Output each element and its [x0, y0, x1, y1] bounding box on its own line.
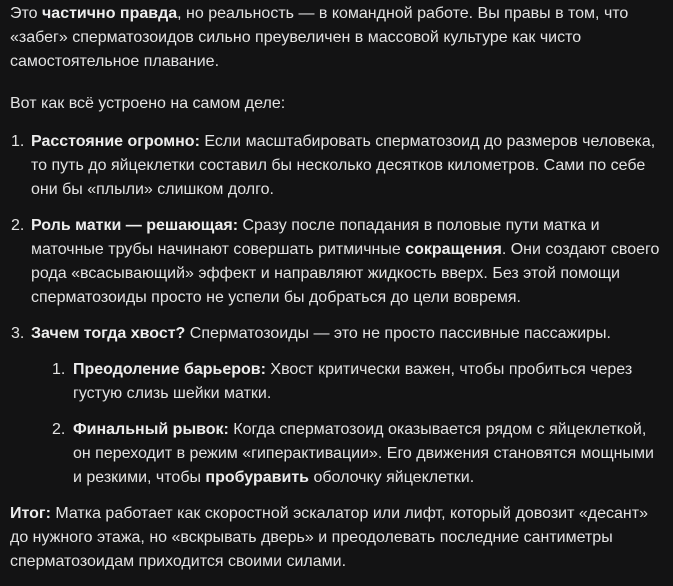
lead-paragraph: Вот как всё устроено на самом деле:	[10, 95, 286, 112]
summary-paragraph	[10, 502, 663, 574]
summary-text: Матка работает как скоростной эскалатор или лифт, который довозит «десант» до нужного этажа, но «вскрывать дверь» и преодолевать последние сантиметры сперматозоидам приходится своими силами.	[10, 505, 648, 570]
sub-list-item-title: Финальный рывок:	[73, 421, 229, 438]
sub-list-number: 1.	[52, 361, 66, 378]
summary-title: Итог:	[10, 505, 51, 522]
sub-list-item-bold: пробуравить	[205, 469, 310, 486]
list-item	[10, 130, 663, 202]
list-item-text: Сразу после попадания в половые пути матка и маточные трубы начинают совершать ритмичные	[31, 217, 600, 258]
list-item-title: Расстояние огромно:	[31, 133, 200, 150]
list-item	[10, 322, 663, 490]
list-number: 1.	[11, 133, 25, 150]
main-list	[10, 130, 663, 490]
sub-list-item	[52, 358, 663, 406]
intro-bold: частично правда	[42, 5, 178, 22]
list-item	[10, 214, 663, 310]
sub-list-item-title: Преодоление барьеров:	[73, 361, 266, 378]
list-item-title: Роль матки — решающая:	[31, 217, 239, 234]
list-item-text: Сперматозоиды — это не просто пассивные пассажиры.	[185, 325, 611, 342]
sub-list-item-text: Когда сперматозоид оказывается рядом с яйцеклеткой, он переходит в режим «гиперактивации». Его движения становятся мощными и резкими, чтобы	[73, 421, 654, 486]
intro-paragraph	[10, 2, 663, 74]
list-item-text: Если масштабировать сперматозоид до размеров человека, то путь до яйцеклетки составил бы несколько десятков километров. Сами по себе они бы «плыли» слишком долго.	[31, 133, 656, 198]
intro-text-1: Это	[10, 5, 42, 22]
sub-list-item	[52, 418, 663, 490]
sub-list-number: 2.	[52, 421, 66, 438]
list-item-title: Зачем тогда хвост?	[31, 325, 186, 342]
sub-list	[52, 358, 663, 490]
list-item-bold: сокращения	[405, 241, 502, 258]
list-number: 2.	[11, 217, 25, 234]
intro-text-2: , но реальность — в командной работе. Вы правы в том, что «забег» сперматозоидов сильно преувеличен в массовой культуре как чисто самостоятельное плавание.	[10, 5, 629, 70]
list-number: 3.	[11, 325, 25, 342]
sub-list-item-text: Хвост критически важен, чтобы пробиться через густую слизь шейки матки.	[73, 361, 633, 402]
list-item-text: . Они создают своего рода «всасывающий» эффект и направляют жидкость вверх. Без этой помощи сперматозоиды просто не успели бы добраться до цели вовремя.	[31, 241, 660, 306]
sub-list-item-text: оболочку яйцеклетки.	[309, 469, 475, 486]
